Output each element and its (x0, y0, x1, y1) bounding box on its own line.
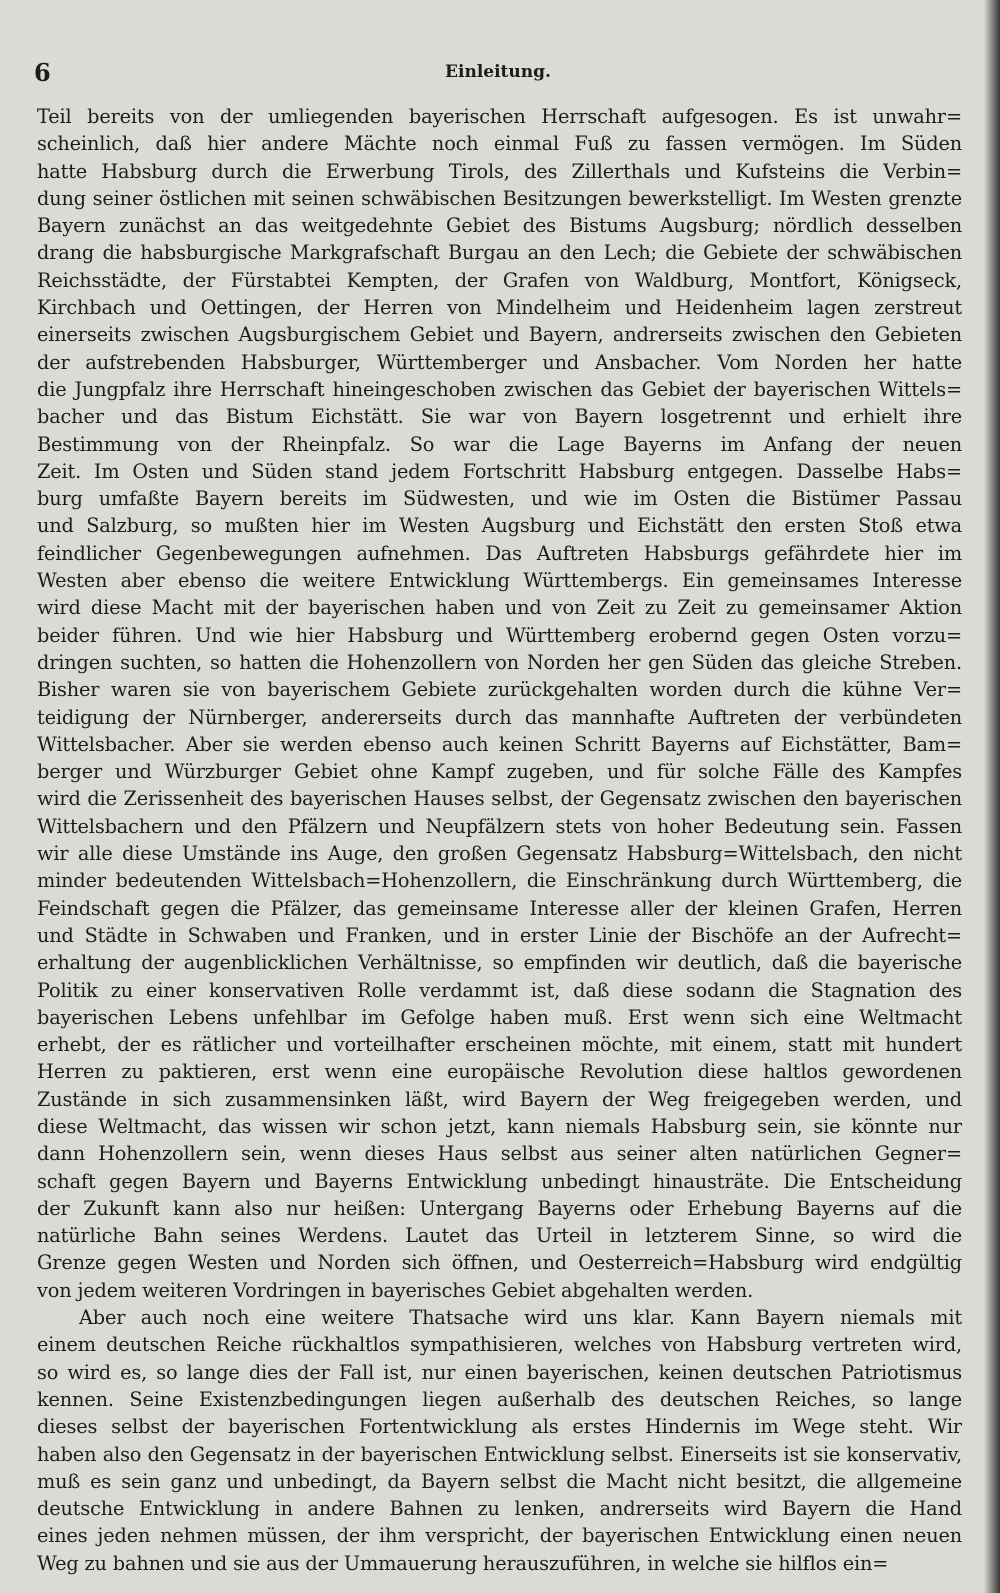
text-line: drang die habsburgische Markgrafschaft Burgau an den Lech; die Gebiete der schwäbischen (37, 241, 962, 265)
text-line: Aber auch noch eine weitere Thatsache wird uns klar. Kann Bayern niemals mit (79, 1306, 962, 1330)
text-line: wird die Zerissenheit des bayerischen Hauses selbst, der Gegensatz zwischen den bayerischen (37, 787, 962, 811)
text-line: Zeit. Im Osten und Süden stand jedem Fortschritt Habsburg entgegen. Dasselbe Habs= (37, 459, 962, 483)
text-line: natürliche Bahn seines Werdens. Lautet das Urteil in letzterem Sinne, so wird die (37, 1224, 962, 1248)
text-line: deutsche Entwicklung in andere Bahnen zu lenken, andrerseits wird Bayern die Hand (37, 1497, 962, 1521)
text-line: hatte Habsburg durch die Erwerbung Tirols, des Zillerthals und Kufsteins die Verbin= (37, 159, 962, 183)
text-line: bacher und das Bistum Eichstätt. Sie war von Bayern losgetrennt und erhielt ihre (37, 405, 962, 429)
text-line: dringen suchten, so hatten die Hohenzollern von Norden her gen Süden das gleiche Streben. (37, 650, 962, 674)
text-line: Westen aber ebenso die weitere Entwicklung Württembergs. Ein gemeinsames Interesse (37, 569, 962, 593)
text-line: feindlicher Gegenbewegungen aufnehmen. Das Auftreten Habsburgs gefährdete hier im (37, 541, 962, 565)
paragraph (37, 1304, 962, 1577)
text-line: der aufstrebenden Habsburger, Württemberger und Ansbacher. Vom Norden her hatte (37, 350, 962, 374)
text-line: erhaltung der augenblicklichen Verhältnisse, so empfinden wir deutlich, daß die bayerische (37, 951, 962, 975)
text-line: diese Weltmacht, das wissen wir schon jetzt, kann niemals Habsburg sein, sie könnte nur (37, 1114, 962, 1138)
text-line: Wittelsbachern und den Pfälzern und Neupfälzern stets von hoher Bedeutung sein. Fassen (37, 814, 962, 838)
text-line: scheinlich, daß hier andere Mächte noch einmal Fuß zu fassen vermögen. Im Süden (37, 132, 962, 156)
text-line: einerseits zwischen Augsburgischem Gebiet und Bayern, andrerseits zwischen den Gebieten (37, 323, 962, 347)
text-line: dung seiner östlichen mit seinen schwäbischen Besitzungen bewerkstelligt. Im Westen grenzte (37, 186, 962, 210)
text-line: und Salzburg, so mußten hier im Westen Augsburg und Eichstätt den ersten Stoß etwa (37, 514, 962, 538)
text-line: kennen. Seine Existenzbedingungen liegen außerhalb des deutschen Reiches, so lange (37, 1387, 962, 1411)
text-line: von jedem weiteren Vordringen in bayerisches Gebiet abgehalten werden. (37, 1278, 754, 1302)
text-line: der Zukunft kann also nur heißen: Untergang Bayerns oder Erhebung Bayerns auf die (37, 1196, 962, 1220)
text-line: Kirchbach und Oettingen, der Herren von Mindelheim und Heidenheim lagen zerstreut (37, 296, 962, 320)
text-line: erhebt, der es rätlicher und vorteilhafter erscheinen möchte, mit einem, statt mit hundert (37, 1033, 962, 1057)
text-line: berger und Würzburger Gebiet ohne Kampf zugeben, und für solche Fälle des Kampfes (37, 760, 962, 784)
text-line: Feindschaft gegen die Pfälzer, das gemeinsame Interesse aller der kleinen Grafen, Herren (37, 896, 962, 920)
text-line: dieses selbst der bayerischen Fortentwicklung als erstes Hindernis im Wege steht. Wir (37, 1415, 962, 1439)
page-number: 6 (34, 58, 51, 87)
text-line: Politik zu einer konservativen Rolle verdammt ist, daß diese sodann die Stagnation des (37, 978, 962, 1002)
text-line: Reichsstädte, der Fürstabtei Kempten, der Grafen von Waldburg, Montfort, Königseck, (37, 268, 962, 292)
text-line: wird diese Macht mit der bayerischen haben und von Zeit zu Zeit zu gemeinsamer Aktion (37, 596, 962, 620)
text-line: Zustände in sich zusammensinken läßt, wird Bayern der Weg freigegeben werden, und (37, 1087, 962, 1111)
page-edge-shadow (984, 0, 1000, 1593)
text-line: und Städte in Schwaben und Franken, und in erster Linie der Bischöfe an der Aufrecht= (37, 923, 962, 947)
text-line: bayerischen Lebens unfehlbar im Gefolge haben muß. Erst wenn sich eine Weltmacht (37, 1005, 962, 1029)
text-line: dann Hohenzollern sein, wenn dieses Haus selbst aus seiner alten natürlichen Gegner= (37, 1142, 962, 1166)
text-line: Weg zu bahnen und sie aus der Ummauerung herauszuführen, in welche sie hilflos ein= (37, 1551, 889, 1575)
text-line: Bestimmung von der Rheinpfalz. So war die Lage Bayerns im Anfang der neuen (37, 432, 962, 456)
page-header (34, 54, 962, 94)
text-line: Bayern zunächst an das weitgedehnte Gebiet des Bistums Augsburg; nördlich desselben (37, 214, 962, 238)
paragraph (37, 103, 962, 1304)
text-line: so wird es, so lange dies der Fall ist, nur einen bayerischen, keinen deutschen Patriotismus (37, 1360, 962, 1384)
text-line: haben also den Gegensatz in der bayerischen Entwicklung selbst. Einerseits ist sie konservativ, (37, 1442, 962, 1466)
text-line: beider führen. Und wie hier Habsburg und Württemberg erobernd gegen Osten vorzu= (37, 623, 962, 647)
text-line: Bisher waren sie von bayerischem Gebiete zurückgehalten worden durch die kühne Ver= (37, 678, 962, 702)
text-line: teidigung der Nürnberger, andererseits durch das mannhafte Auftreten der verbündeten (37, 705, 962, 729)
running-title: Einleitung. (445, 62, 551, 82)
text-line: schaft gegen Bayern und Bayerns Entwicklung unbedingt hinausträte. Die Entscheidung (37, 1169, 962, 1193)
text-line: minder bedeutenden Wittelsbach=Hohenzollern, die Einschränkung durch Württemberg, die (37, 869, 962, 893)
text-line: eines jeden nehmen müssen, der ihm verspricht, der bayerischen Entwicklung einen neuen (37, 1524, 962, 1548)
text-line: die Jungpfalz ihre Herrschaft hineingeschoben zwischen das Gebiet der bayerischen Wittels= (37, 377, 962, 401)
text-line: muß es sein ganz und unbedingt, da Bayern selbst die Macht nicht besitzt, die allgemeine (37, 1469, 962, 1493)
text-line: wir alle diese Umstände ins Auge, den großen Gegensatz Habsburg=Wittelsbach, den nicht (37, 842, 962, 866)
text-line: Grenze gegen Westen und Norden sich öffnen, und Oesterreich=Habsburg wird endgültig (37, 1251, 962, 1275)
text-line: burg umfaßte Bayern bereits im Südwesten, und wie im Osten die Bistümer Passau (37, 487, 962, 511)
text-line: Wittelsbacher. Aber sie werden ebenso auch keinen Schritt Bayerns auf Eichstätter, Bam= (37, 732, 962, 756)
text-line: Teil bereits von der umliegenden bayerischen Herrschaft aufgesogen. Es ist unwahr= (37, 105, 962, 128)
body-text (37, 103, 962, 1577)
text-line: einem deutschen Reiche rückhaltlos sympathisieren, welches von Habsburg vertreten wird, (37, 1333, 962, 1357)
text-line: Herren zu paktieren, erst wenn eine europäische Revolution diese haltlos gewordenen (37, 1060, 962, 1084)
